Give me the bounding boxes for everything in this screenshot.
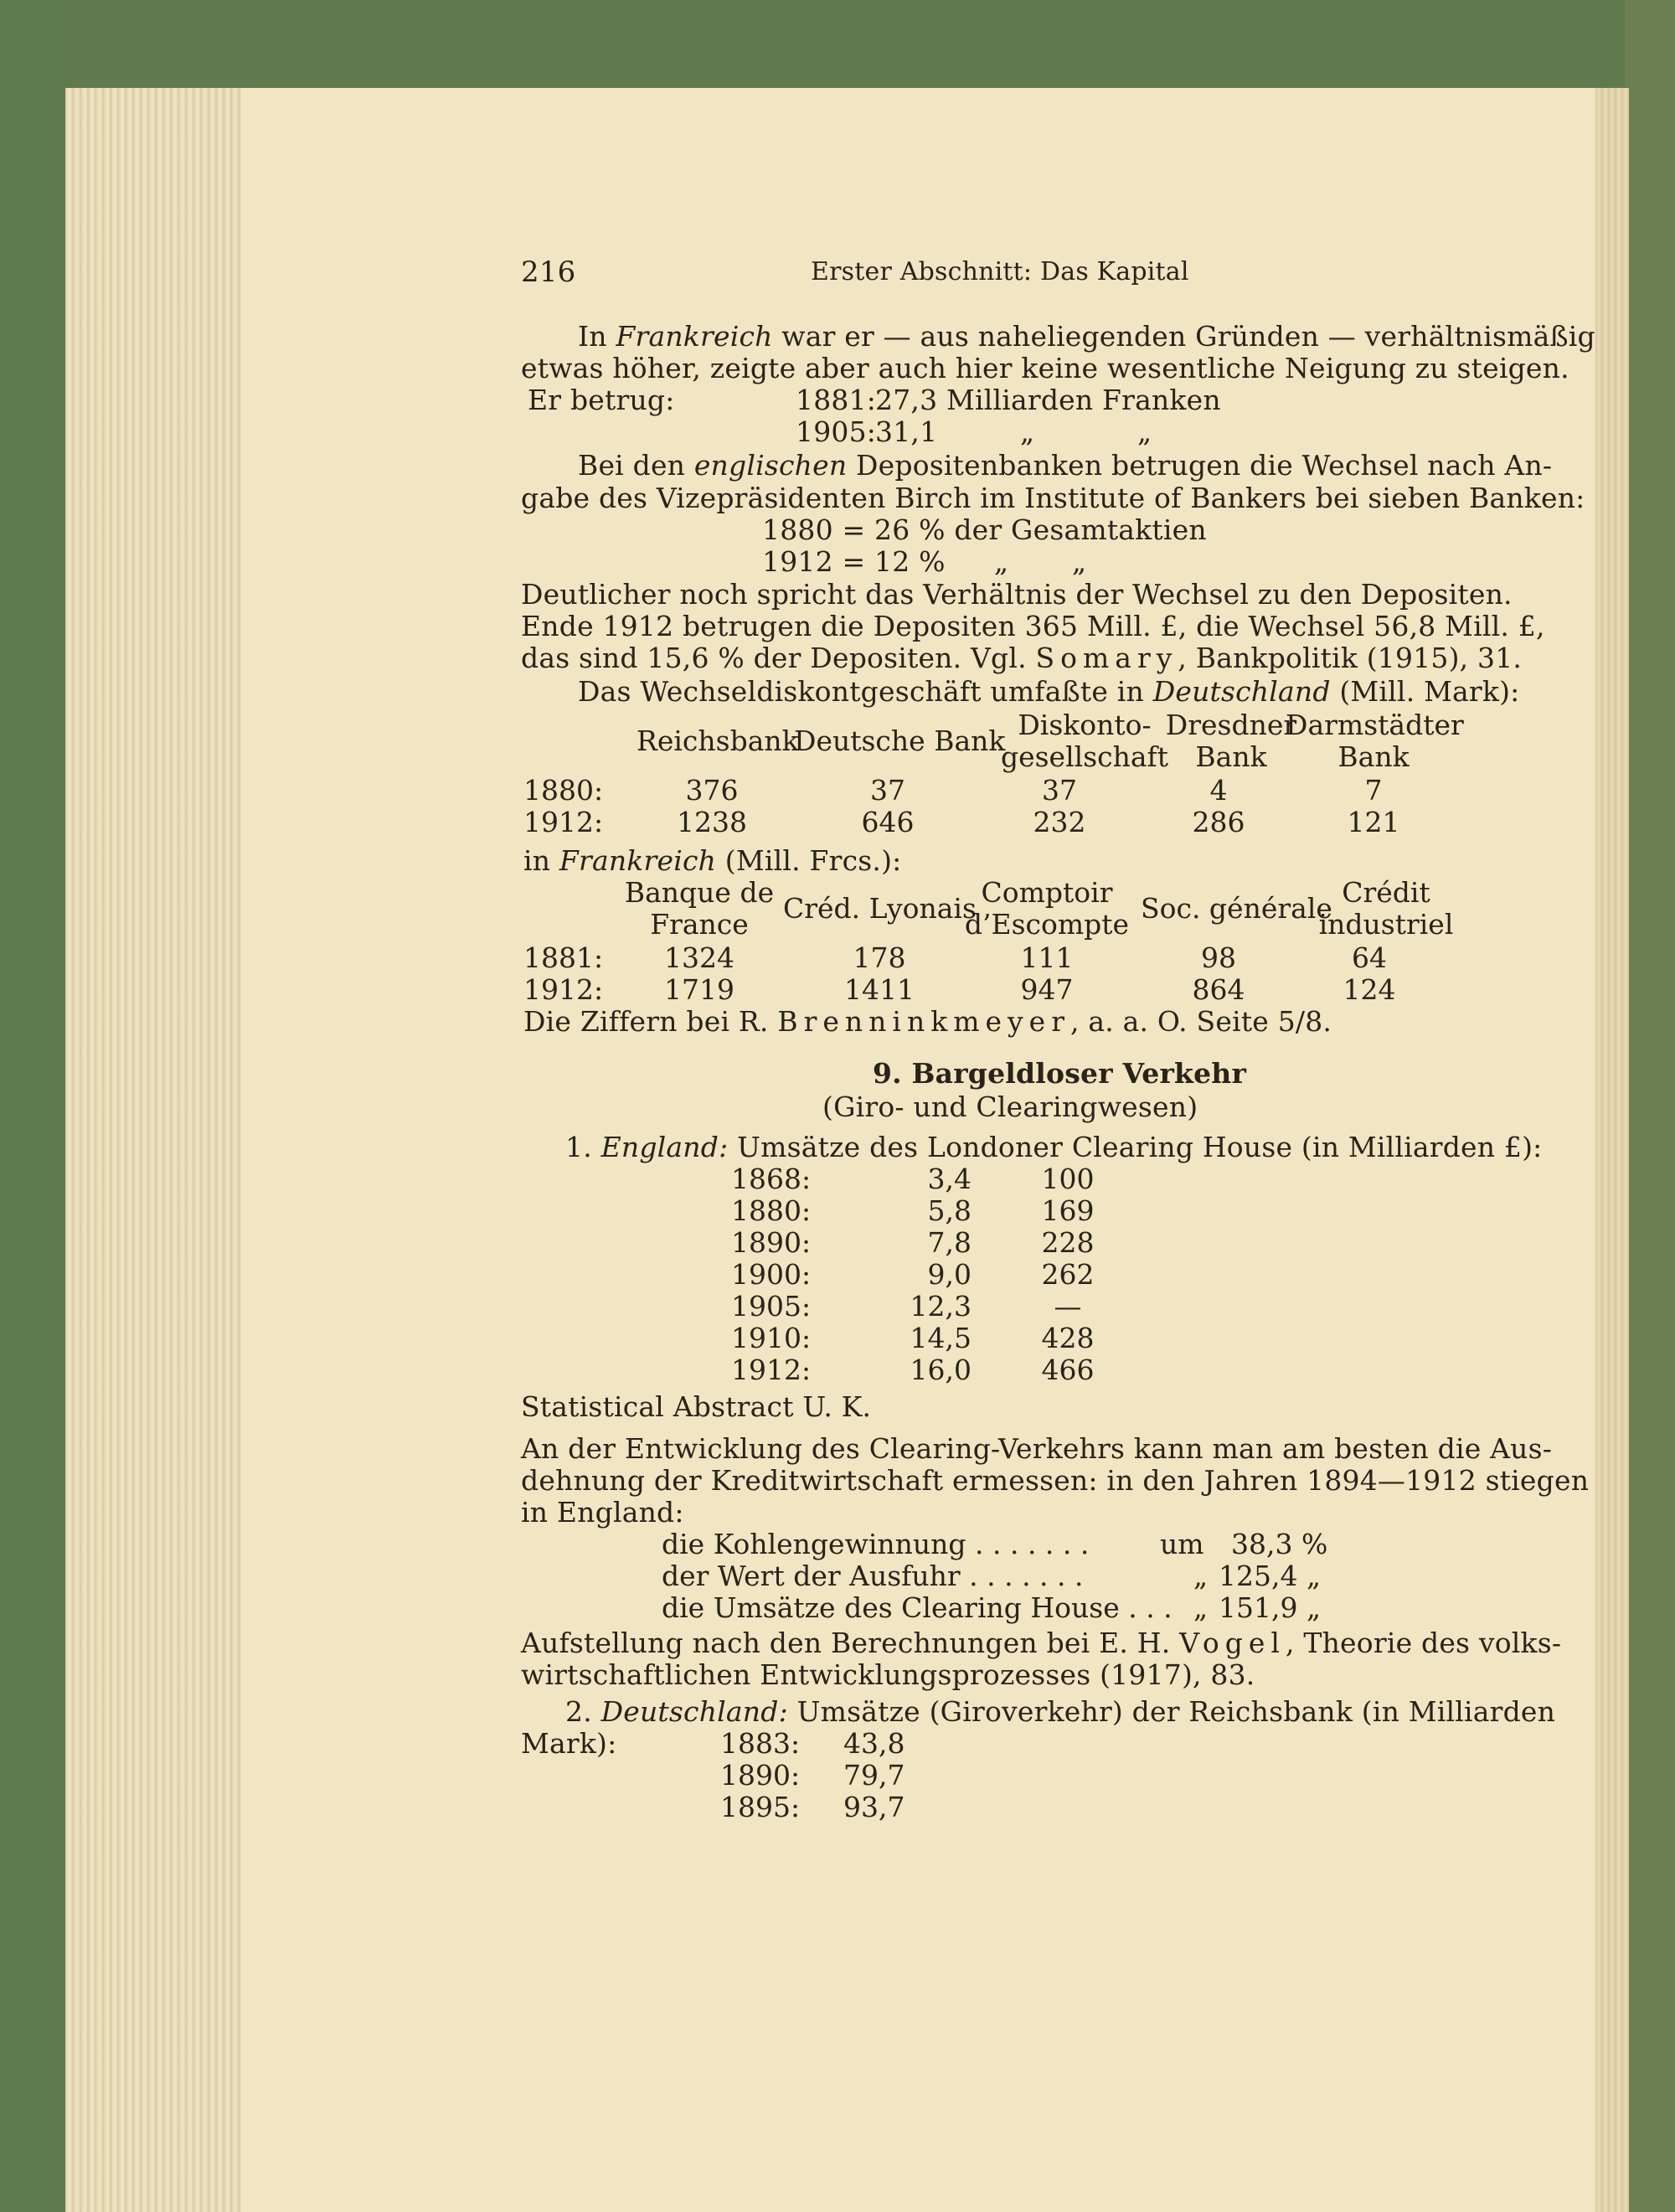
- table-de-header-darmstaedter-1: Darmstädter: [1286, 709, 1464, 741]
- table-cell: 37: [1042, 774, 1077, 807]
- source-brenninkmeyer: Die Ziffern bei R. Brenninkmeyer, a. a. O. Seite 5/8.: [523, 1005, 1332, 1038]
- deutschland-year: 1883:: [720, 1727, 801, 1760]
- clearing-item-word: „: [1193, 1560, 1209, 1592]
- england-value: 12,3: [910, 1290, 972, 1323]
- intro-line-9: Deutlicher noch spricht das Verhältnis der Wechsel zu den Depositen.: [521, 578, 1513, 611]
- intro-line-8: 1912 = 12 %: [762, 545, 946, 578]
- table-de-header-deutsche-bank: Deutsche Bank: [794, 724, 1006, 757]
- england-value: 7,8: [927, 1226, 972, 1259]
- table-fr-header-comptoir-1: Comptoir: [981, 876, 1113, 909]
- england-year: 1880:: [731, 1194, 812, 1227]
- table-row-year: 1881:: [523, 941, 604, 974]
- clearing-source-1: Aufstellung nach den Berechnungen bei E. H. Vogel, Theorie des volks-: [521, 1627, 1562, 1659]
- table-cell: 1411: [844, 973, 915, 1006]
- table-cell: 646: [861, 806, 915, 838]
- deutschland-value: 79,7: [843, 1759, 905, 1792]
- fr-intro: in Frankreich (Mill. Frcs.):: [523, 844, 902, 877]
- table-cell: 1238: [677, 806, 747, 838]
- table-cell: 124: [1343, 973, 1396, 1006]
- table-cell: 178: [853, 941, 906, 974]
- england-value: 3,4: [927, 1163, 972, 1195]
- table-cell: 4: [1209, 774, 1228, 807]
- england-value: 5,8: [927, 1194, 972, 1227]
- table-cell: 111: [1020, 941, 1074, 974]
- clearing-line-3: in England:: [521, 1496, 684, 1529]
- ditto-mark: „: [1072, 545, 1087, 578]
- england-index: 169: [1041, 1194, 1095, 1227]
- england-year: 1890:: [731, 1226, 812, 1259]
- clearing-item-label: der Wert der Ausfuhr . . . . . . .: [662, 1560, 1084, 1592]
- clearing-item-label: die Kohlengewinnung . . . . . . .: [662, 1528, 1090, 1560]
- table-de-header-reichsbank: Reichsbank: [636, 724, 799, 757]
- clearing-source-2: wirtschaftlichen Entwicklungsprozesses (1917), 83.: [521, 1658, 1255, 1691]
- intro-line-12: Das Wechseldiskontgeschäft umfaßte in Deutschland (Mill. Mark):: [578, 675, 1520, 708]
- table-fr-header-banque-1: Banque de: [624, 876, 775, 909]
- england-intro: 1. England: Umsätze des Londoner Clearing House (in Milliarden £):: [565, 1131, 1543, 1163]
- table-row-year: 1912:: [523, 806, 604, 838]
- england-year: 1900:: [731, 1258, 812, 1291]
- england-index: —: [1054, 1290, 1082, 1323]
- clearing-item-label: die Umsätze des Clearing House . . .: [662, 1591, 1172, 1624]
- clearing-item-value: 151,9 „: [1219, 1591, 1322, 1624]
- page-number: 216: [521, 255, 576, 289]
- deutschland-year: 1895:: [720, 1791, 801, 1823]
- table-de-header-darmstaedter-2: Bank: [1337, 740, 1410, 773]
- england-index: 100: [1041, 1163, 1095, 1195]
- table-cell: 1324: [664, 941, 734, 974]
- table-cell: 121: [1347, 806, 1400, 838]
- intro-line-4-year: 1905:: [796, 415, 877, 448]
- table-cell: 64: [1352, 941, 1387, 974]
- intro-line-5: Bei den englischen Depositenbanken betrugen die Wechsel nach An-: [578, 449, 1553, 482]
- intro-line-6: gabe des Vizepräsidenten Birch im Institute of Bankers bei sieben Banken:: [521, 482, 1585, 514]
- table-fr-header-lyonais: Créd. Lyonais: [783, 892, 977, 925]
- table-fr-header-credit-1: Crédit: [1342, 876, 1430, 909]
- intro-line-4-value: 31,1: [875, 415, 938, 448]
- table-fr-header-comptoir-2: d’Escompte: [964, 908, 1130, 941]
- england-value: 14,5: [910, 1322, 972, 1354]
- intro-line-1: In Frankreich war er — aus naheliegenden Gründen — verhältnismäßig: [578, 320, 1595, 353]
- table-cell: 286: [1192, 806, 1245, 838]
- deutschland-value: 93,7: [843, 1791, 905, 1823]
- clearing-item-word: um: [1160, 1528, 1204, 1560]
- clearing-line-1: An der Entwicklung des Clearing-Verkehrs kann man am besten die Aus-: [521, 1432, 1553, 1465]
- table-de-header-diskonto-2: gesellschaft: [1000, 740, 1169, 773]
- table-cell: 376: [685, 774, 739, 807]
- england-year: 1910:: [731, 1322, 812, 1354]
- section-subtitle: (Giro- und Clearingwesen): [822, 1091, 1198, 1123]
- intro-line-10: Ende 1912 betrugen die Depositen 365 Mill. £, die Wechsel 56,8 Mill. £,: [521, 610, 1545, 642]
- deutschland-intro-2: Mark):: [521, 1727, 617, 1760]
- intro-line-2: etwas höher, zeigte aber auch hier keine wesentliche Neigung zu steigen.: [521, 352, 1569, 384]
- table-cell: 37: [870, 774, 905, 807]
- table-cell: 864: [1192, 973, 1245, 1006]
- deutschland-year: 1890:: [720, 1759, 801, 1792]
- table-fr-header-banque-2: France: [650, 908, 749, 941]
- england-year: 1905:: [731, 1290, 812, 1323]
- table-de-header-dresdner-1: Dresdner: [1165, 709, 1297, 741]
- deutschland-value: 43,8: [843, 1727, 905, 1760]
- england-index: 466: [1041, 1353, 1095, 1386]
- intro-line-3-value: 27,3 Milliarden Franken: [875, 384, 1221, 416]
- ditto-mark: „: [994, 545, 1009, 578]
- table-cell: 7: [1364, 774, 1383, 807]
- intro-line-3-year: 1881:: [796, 384, 877, 416]
- table-fr-header-soc-generale: Soc. générale: [1141, 892, 1332, 925]
- deutschland-intro: 2. Deutschland: Umsätze (Giroverkehr) der Reichsbank (in Milliarden: [565, 1695, 1556, 1728]
- table-cell: 232: [1033, 806, 1086, 838]
- table-row-year: 1880:: [523, 774, 604, 807]
- ditto-mark: „: [1137, 415, 1152, 448]
- intro-line-3-label: Er betrug:: [528, 384, 675, 416]
- intro-line-7: 1880 = 26 % der Gesamtaktien: [762, 513, 1207, 546]
- table-de-header-dresdner-2: Bank: [1195, 740, 1267, 773]
- england-index: 228: [1041, 1226, 1095, 1259]
- section-title: 9. Bargeldloser Verkehr: [873, 1057, 1247, 1090]
- england-source: Statistical Abstract U. K.: [521, 1390, 872, 1423]
- england-value: 9,0: [927, 1258, 972, 1291]
- table-cell: 98: [1201, 941, 1236, 974]
- clearing-item-word: „: [1193, 1591, 1209, 1624]
- clearing-line-2: dehnung der Kreditwirtschaft ermessen: in den Jahren 1894—1912 stiegen: [521, 1464, 1590, 1497]
- table-cell: 947: [1020, 973, 1074, 1006]
- running-title: Erster Abschnitt: Das Kapital: [811, 257, 1189, 286]
- england-year: 1868:: [731, 1163, 812, 1195]
- england-value: 16,0: [910, 1353, 972, 1386]
- ditto-mark: „: [1020, 415, 1035, 448]
- clearing-item-value: 38,3 %: [1231, 1528, 1328, 1560]
- england-index: 428: [1041, 1322, 1095, 1354]
- england-index: 262: [1041, 1258, 1095, 1291]
- intro-line-11: das sind 15,6 % der Depositen. Vgl. Somary, Bankpolitik (1915), 31.: [521, 642, 1523, 674]
- clearing-item-value: 125,4 „: [1219, 1560, 1322, 1592]
- table-cell: 1719: [664, 973, 734, 1006]
- table-fr-header-credit-2: industriel: [1318, 908, 1454, 941]
- table-row-year: 1912:: [523, 973, 604, 1006]
- table-de-header-diskonto-1: Diskonto-: [1018, 709, 1152, 741]
- england-year: 1912:: [731, 1353, 812, 1386]
